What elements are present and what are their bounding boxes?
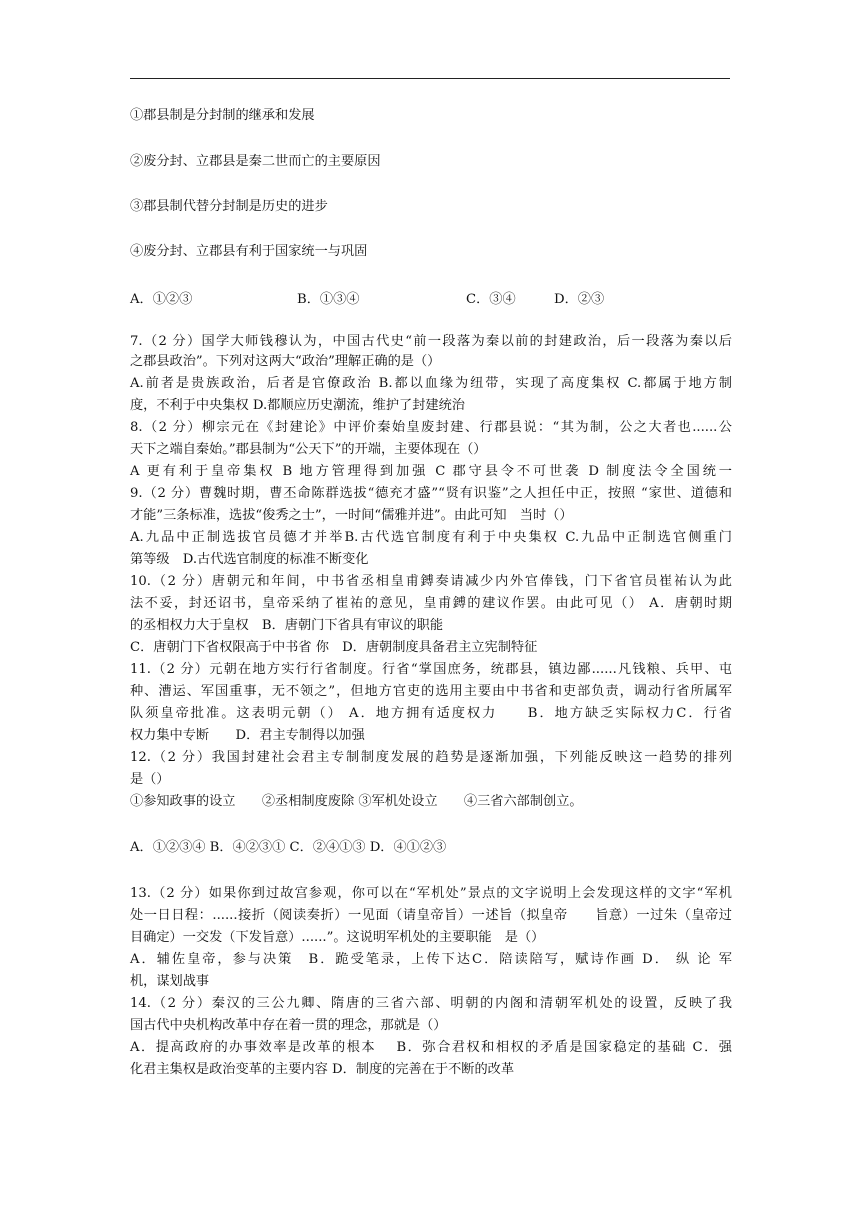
q9-line-1: 9.（2 分）曹魏时期，曹丕命陈群选拔“德充才盛”“贤有识鉴”之人担任中正，按照 “家世、道德和 [130,486,732,501]
q12-line-2: 是（） [130,772,170,787]
q10-line-3: 的丞相权力大于皇权 B．唐朝门下省具有审议的职能 [130,618,444,633]
q8-line-2: 天下之端自秦始。”郡县制为“公天下”的开端，主要体现在（） [130,442,487,457]
q11-line-1: 11.（2 分）元朝在地方实行行省制度。行省“掌国庶务，统郡县，镇边鄙......凡钱粮、兵甲、屯 [130,662,732,677]
q14-line-3: A．提高政府的办事效率是改革的根本 B．弥合君权和相权的矛盾是国家稳定的基础 C．强 [130,1040,732,1055]
q14-line-2: 国古代中央机构改革中存在着一贯的理念，那就是（） [130,1018,447,1033]
q12-line-3: ①参知政事的设立 ②丞相制度废除 ③军机处设立 ④三省六部制创立。 [130,794,583,809]
statement-2: ②废分封、立郡县是秦二世而亡的主要原因 [130,154,381,169]
q7-line-2: 之郡县政治”。下列对这两大“政治”理解正确的是（） [130,354,441,369]
q6-option-b: B．①③④ [297,292,360,307]
q6-option-c: C．③④ [466,292,516,307]
q6-option-d: D．②③ [554,292,605,307]
q13-line-1: 13.（2 分）如果你到过故宫参观，你可以在“军机处”景点的文字说明上会发现这样的文字“军机 [130,886,732,901]
statement-4: ④废分封、立郡县有利于国家统一与巩固 [130,244,368,259]
statement-3: ③郡县制代替分封制是历史的进步 [130,199,328,214]
q6-option-a: A．①②③ [130,292,193,307]
q13-line-3: 目确定）一交发（下发旨意）......”。这说明军机处的主要职能 是（） [130,930,545,945]
q8-line-1: 8.（2 分）柳宗元在《封建论》中评价秦始皇废封建、行郡县说：“其为制，公之大者也......公 [130,420,732,435]
q14-line-1: 14.（2 分）秦汉的三公九卿、隋唐的三省六部、明朝的内阁和清朝军机处的设置，反映了我 [130,996,732,1011]
q13-line-2: 处一日日程：......接折（阅读奏折）一见面（请皇帝旨）一述旨（拟皇帝 旨意）一过朱（皇帝过 [130,908,732,923]
q10-line-2: 法不妥，封还诏书，皇帝采纳了崔祐的意见，皇甫鎛的建议作罢。由此可见（） A．唐朝时期 [130,596,732,611]
q9-line-3: A.九品中正制选拔官员德才并举B.古代选官制度有利于中央集权 C.九品中正制选官侧重门 [130,530,732,545]
q11-line-3: 队须皇帝批准。这表明元朝（） A．地方拥有适度权力 B．地方缺乏实际权力C．行省 [130,706,732,721]
statement-1: ①郡县制是分封制的继承和发展 [130,108,315,123]
q14-line-4: 化君主集权是政治变革的主要内容 D．制度的完善在于不断的改革 [130,1062,515,1077]
q7-line-1: 7.（2 分）国学大师钱穆认为，中国古代史“前一段落为秦以前的封建政治，后一段落为秦以后 [130,334,732,349]
q11-line-4: 权力集中专断 D．君主专制得以加强 [130,728,365,743]
q8-line-3: A 更有利于皇帝集权 B 地方管理得到加强 C 郡守县令不可世袭 D 制度法令全国统一 [130,464,732,479]
q7-line-3: A.前者是贵族政治，后者是官僚政治 B.都以血缘为纽带，实现了高度集权 C.都属于地方制 [130,376,732,391]
q13-line-4: A．辅佐皇帝，参与决策 B．跪受笔录，上传下达C．陪读陪写，赋诗作画 D． 纵 论 军 [130,952,732,967]
q12-line-1: 12.（2 分）我国封建社会君主专制制度发展的趋势是逐渐加强，下列能反映这一趋势的排列 [130,750,732,765]
q13-line-5: 机，谋划战事 [130,974,210,989]
q7-line-4: 度，不利于中央集权 D.都顺应历史潮流，维护了封建统治 [130,398,465,413]
q9-line-4: 第等级 D.古代选官制度的标准不断变化 [130,552,369,567]
q10-line-4: C．唐朝门下省权限高于中书省 你 D．唐朝制度具备君主立宪制特征 [130,640,538,655]
q12-options: A．①②③④ B．④②③① C．②④①③ D．④①②③ [130,840,447,855]
header-rule [130,78,730,79]
q9-line-2: 才能”三条标准，选拔“俊秀之士”，一时间“儒雅并进”。由此可知 当时（） [130,508,573,523]
q11-line-2: 种、漕运、军国重事，无不领之”，但地方官吏的选用主要由中书省和吏部负责，调动行省所属军 [130,684,732,699]
q10-line-1: 10.（2 分）唐朝元和年间，中书省丞相皇甫鎛奏请减少内外官俸钱，门下省官员崔祐认为此 [130,574,732,589]
